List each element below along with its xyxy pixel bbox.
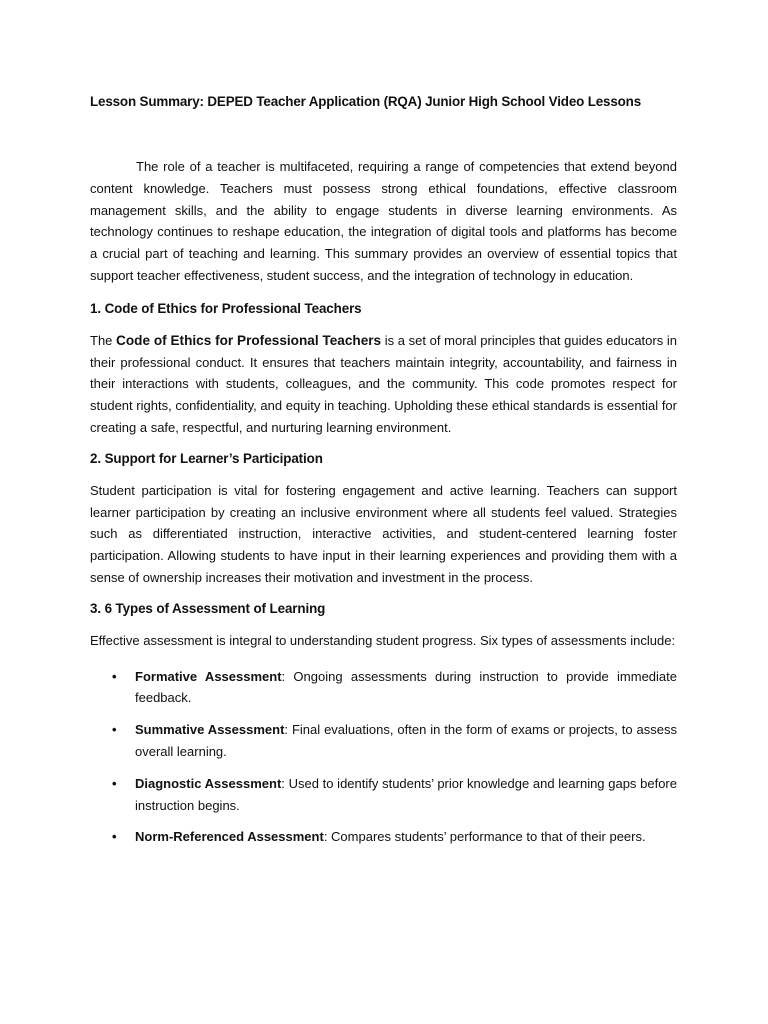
- bullet-icon: •: [112, 722, 117, 738]
- assessment-description: : Final evaluations, often in the form of exams or projects, to assess overall learning.: [135, 722, 677, 759]
- learner-participation-paragraph: Student participation is vital for fostering engagement and active learning. Teachers can support learner participation by creating an inclusive environment where all students feel valued. Strategies such as differentiated instruction, interactive activities, and student-centered learning foster participation. Allowing students to have input in their learning experiences and providing them with a sense of ownership increases their motivation and investment in the process.: [90, 482, 677, 585]
- list-item-formative: [90, 666, 677, 710]
- assessment-description: : Ongoing assessments during instruction to provide immediate feedback.: [135, 668, 677, 706]
- assessment-term: Norm-Referenced Assessment: [135, 829, 324, 845]
- section-heading-code-of-ethics: 1. Code of Ethics for Professional Teachers: [90, 300, 362, 316]
- code-of-ethics-body: is a set of moral principles that guides educators in their professional conduct. It ensures that teachers maintain integrity, accountability, and fairness in their interactions with students, colleagues, and the community. This code promotes respect for student rights, confidentiality, and equity in teaching. Upholding these ethical standards is essential for creating a safe, respectful, and nurturing learning environment.: [90, 332, 677, 435]
- intro-paragraph: The role of a teacher is multifaceted, requiring a range of competencies that extend beyond content knowledge. Teachers must possess strong ethical foundations, effective classroom management skills, and the ability to engage students in diverse learning environments. As technology continues to reshape education, the integration of digital tools and platforms has become a crucial part of teaching and learning. This summary provides an overview of essential topics that support teacher effectiveness, student success, and the integration of technology in education.: [90, 159, 677, 283]
- section-heading-learner-participation: 2. Support for Learner’s Participation: [90, 450, 323, 466]
- assessment-types-list: [90, 666, 677, 849]
- list-item-summative: [90, 719, 677, 763]
- assessment-description: : Compares students’ performance to that of their peers.: [323, 829, 646, 845]
- document-title: Lesson Summary: DEPED Teacher Application (RQA) Junior High School Video Lessons: [90, 94, 642, 109]
- list-item-norm-referenced: [90, 826, 677, 848]
- code-of-ethics-term: Code of Ethics for Professional Teachers: [116, 332, 382, 348]
- assessment-term: Formative Assessment: [135, 668, 282, 684]
- assessment-term: Diagnostic Assessment: [135, 775, 282, 791]
- code-of-ethics-paragraph: [90, 330, 677, 439]
- document-page: [90, 92, 677, 858]
- bullet-icon: •: [112, 775, 117, 791]
- section-heading-assessment-types: 3. 6 Types of Assessment of Learning: [90, 600, 326, 616]
- list-item-diagnostic: [90, 773, 677, 817]
- bullet-icon: •: [112, 829, 117, 845]
- assessment-description: : Used to identify students’ prior knowledge and learning gaps before instruction begins.: [135, 775, 677, 813]
- bullet-icon: •: [112, 668, 117, 684]
- assessment-term: Summative Assessment: [135, 722, 285, 738]
- assessment-intro-paragraph: Effective assessment is integral to understanding student progress. Six types of assessments include:: [90, 632, 676, 648]
- code-of-ethics-lead: The: [90, 332, 117, 348]
